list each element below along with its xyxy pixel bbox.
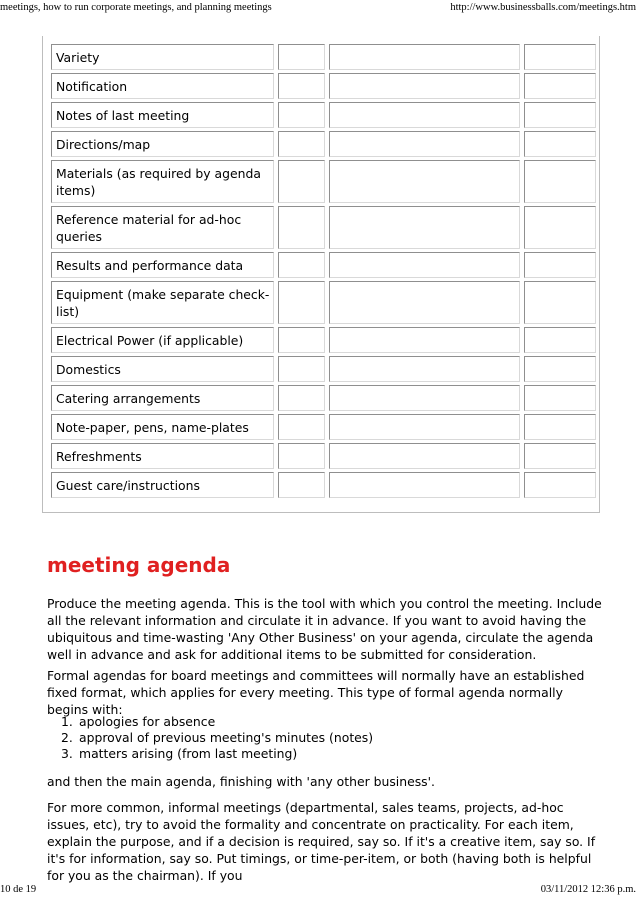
empty-cell (329, 472, 520, 498)
empty-cell (278, 356, 325, 382)
informal-meetings-paragraph: For more common, informal meetings (departmental, sales teams, projects, ad-hoc issues, etc), try to avoid the formality and concentrate on practicality. For each item, explain the purpose, and if a decision is required, say so. If it's a creative item, say so. If it's for information, say so. Put timings, or time-per-item, or both (having both is helpful for you as the chairman). If you (47, 800, 596, 883)
empty-cell (329, 131, 520, 157)
empty-cell (524, 102, 596, 128)
empty-cell (524, 73, 596, 99)
empty-cell (278, 160, 325, 203)
empty-cell (329, 443, 520, 469)
checklist-item: Equipment (make separate check-list) (51, 281, 274, 324)
empty-cell (329, 44, 520, 70)
empty-cell (329, 206, 520, 249)
table-row (43, 356, 599, 382)
table-row (43, 414, 599, 440)
empty-cell (524, 443, 596, 469)
table-row (43, 44, 599, 70)
empty-cell (524, 385, 596, 411)
empty-cell (278, 414, 325, 440)
table-row (43, 206, 599, 249)
print-datetime: 03/11/2012 12:36 p.m. (540, 884, 636, 895)
checklist-item: Directions/map (51, 131, 274, 157)
empty-cell (524, 160, 596, 203)
list-item: 2. approval of previous meeting's minutes (notes) (61, 730, 374, 745)
section-heading: meeting agenda (47, 553, 231, 577)
empty-cell (329, 327, 520, 353)
list-item: 1. apologies for absence (61, 714, 216, 729)
empty-cell (524, 356, 596, 382)
table-row (43, 281, 599, 324)
empty-cell (278, 102, 325, 128)
empty-cell (278, 44, 325, 70)
empty-cell (329, 385, 520, 411)
empty-cell (278, 73, 325, 99)
list-item: 3. matters arising (from last meeting) (61, 746, 298, 761)
table-row (43, 472, 599, 498)
empty-cell (278, 443, 325, 469)
empty-cell (329, 160, 520, 203)
checklist-item: Reference material for ad-hoc queries (51, 206, 274, 249)
table-row (43, 443, 599, 469)
table-row (43, 102, 599, 128)
checklist-item: Notes of last meeting (51, 102, 274, 128)
empty-cell (278, 252, 325, 278)
table-row (43, 131, 599, 157)
empty-cell (278, 472, 325, 498)
empty-cell (329, 414, 520, 440)
empty-cell (524, 206, 596, 249)
checklist-item: Results and performance data (51, 252, 274, 278)
empty-cell (278, 206, 325, 249)
table-row (43, 73, 599, 99)
checklist-item: Notification (51, 73, 274, 99)
empty-cell (329, 356, 520, 382)
empty-cell (524, 252, 596, 278)
empty-cell (329, 102, 520, 128)
checklist-item: Materials (as required by agenda items) (51, 160, 274, 203)
empty-cell (329, 73, 520, 99)
main-agenda-paragraph: and then the main agenda, finishing with 'any other business'. (47, 774, 435, 789)
checklist-item: Guest care/instructions (51, 472, 274, 498)
checklist-item: Note-paper, pens, name-plates (51, 414, 274, 440)
formal-agenda-list (47, 714, 373, 762)
print-header-title: meetings, how to run corporate meetings, and planning meetings (0, 2, 272, 13)
empty-cell (329, 252, 520, 278)
empty-cell (278, 281, 325, 324)
table-row (43, 252, 599, 278)
agenda-intro-paragraph: Produce the meeting agenda. This is the tool with which you control the meeting. Include all the relevant information and circulate it in advance. If you want to avoid having the ubiquitous and time-wasting 'Any Other Business' on your agenda, circulate the agenda well in advance and ask for additional items to be submitted for consideration. (47, 596, 602, 662)
checklist-item: Domestics (51, 356, 274, 382)
empty-cell (524, 131, 596, 157)
empty-cell (524, 281, 596, 324)
table-row (43, 327, 599, 353)
empty-cell (524, 414, 596, 440)
empty-cell (524, 327, 596, 353)
empty-cell (278, 385, 325, 411)
empty-cell (524, 44, 596, 70)
checklist-item: Variety (51, 44, 274, 70)
empty-cell (329, 281, 520, 324)
table-row (43, 385, 599, 411)
print-header-url: http://www.businessballs.com/meetings.htm (450, 2, 636, 13)
checklist-item: Catering arrangements (51, 385, 274, 411)
checklist-table (42, 36, 600, 513)
formal-agenda-paragraph: Formal agendas for board meetings and committees will normally have an established fixed format, which applies for every meeting. This type of formal agenda normally begins with: (47, 668, 585, 717)
table-row (43, 160, 599, 203)
checklist-item: Electrical Power (if applicable) (51, 327, 274, 353)
empty-cell (278, 131, 325, 157)
empty-cell (524, 472, 596, 498)
page-number: 10 de 19 (0, 884, 37, 895)
empty-cell (278, 327, 325, 353)
checklist-item: Refreshments (51, 443, 274, 469)
